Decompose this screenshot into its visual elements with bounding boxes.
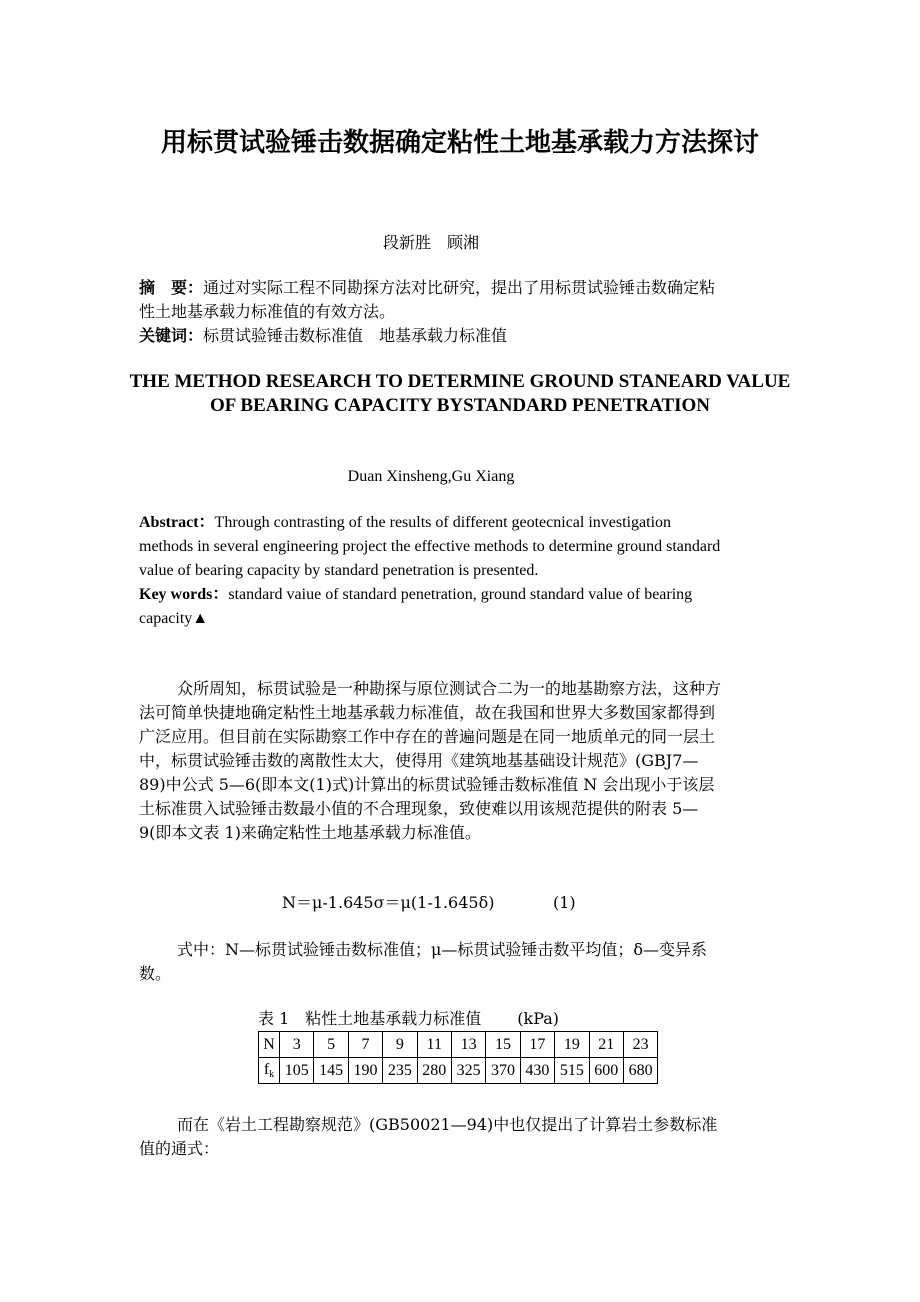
table-cell-fk: 280 — [417, 1058, 451, 1084]
abstract-chinese-label: 摘 要： — [139, 278, 204, 297]
table-cell-n: 3 — [280, 1032, 314, 1058]
fk-main: f — [263, 1061, 270, 1078]
table-cell-n: 13 — [451, 1032, 485, 1058]
table-cell-n: 17 — [520, 1032, 554, 1058]
abstract-english-text: Through contrasting of the results of different geotecnical investigation methods in several engineering project the effective methods to determine ground standard value of bearing capacity by standard penetration is presented. — [139, 514, 721, 579]
table-cell-fk: 105 — [280, 1058, 314, 1084]
body-paragraph-1: 众所周知，标贯试验是一种勘探与原位测试合二为一的地基勘察方法，这种方法可简单快捷地确定粘性土地基承载力标准值，故在我国和世界大多数国家都得到广泛应用。但目前在实际勘察工作中存在的普遍问题是在同一地质单元的同一层土中，标贯试验锤击数的离散性太大，使得用《建筑地基基础设计规范》(GBJ7—89)中公式 5—6(即本文(1)式)计算出的标贯试验锤击数标准值 N 会出现小于该层土标准贯入试验锤击数最小值的不合理现象，致使难以用该规范提供的附表 5—9(即本文表 1)来确定粘性土地基承载力标准值。 — [139, 679, 722, 842]
paper-title-english-line-1: THE METHOD RESEARCH TO DETERMINE GROUND STANEARD VALUE — [129, 371, 791, 392]
formula-number: (1) — [553, 893, 576, 912]
table-row-label-n: N — [259, 1032, 280, 1058]
table-cell-fk: 145 — [314, 1058, 348, 1084]
keywords-chinese-label: 关键词： — [139, 326, 204, 345]
abstract-english-label: Abstract： — [139, 514, 215, 531]
table-row-fk — [259, 1058, 658, 1084]
table-cell-fk: 515 — [555, 1058, 589, 1084]
table-cell-n: 11 — [417, 1032, 451, 1058]
abstract-english-section — [139, 511, 723, 631]
paper-title-english-line-2: OF BEARING CAPACITY BYSTANDARD PENETRATION — [209, 395, 711, 416]
table-cell-n: 15 — [486, 1032, 520, 1058]
body-paragraph-2: 式中：N—标贯试验锤击数标准值；μ—标贯试验锤击数平均值；δ—变异系数。 — [139, 940, 708, 983]
keywords-english — [139, 583, 723, 631]
keywords-english-label: Key words： — [139, 586, 229, 603]
table-cell-n: 5 — [314, 1032, 348, 1058]
fk-subscript: k — [269, 1069, 275, 1080]
paper-title-english — [120, 370, 800, 418]
table-cell-fk: 235 — [383, 1058, 417, 1084]
table-1-caption-text: 表 1 粘性土地基承载力标准值 — [258, 1009, 482, 1028]
keywords-chinese — [139, 324, 723, 348]
authors-english: Duan Xinsheng,Gu Xiang — [347, 468, 515, 485]
table-cell-fk: 680 — [623, 1058, 657, 1084]
keywords-english-text: standard vaiue of standard penetration, ground standard value of bearing capacity▲ — [139, 586, 693, 627]
abstract-english — [139, 511, 723, 583]
table-cell-fk: 430 — [520, 1058, 554, 1084]
table-row-label-fk — [259, 1058, 280, 1084]
table-cell-fk: 370 — [486, 1058, 520, 1084]
abstract-chinese-section — [139, 276, 723, 348]
table-cell-n: 23 — [623, 1032, 657, 1058]
table-cell-n: 9 — [383, 1032, 417, 1058]
table-1-caption — [258, 1007, 678, 1031]
paper-title-chinese: 用标贯试验锤击数据确定粘性土地基承载力方法探讨 — [160, 128, 759, 158]
table-cell-fk: 600 — [589, 1058, 623, 1084]
table-1-unit: (kPa) — [517, 1009, 560, 1028]
table-row-n — [259, 1032, 658, 1058]
table-cell-fk: 190 — [348, 1058, 382, 1084]
table-cell-n: 7 — [348, 1032, 382, 1058]
abstract-chinese-text: 通过对实际工程不同勘探方法对比研究，提出了用标贯试验锤击数确定粘性土地基承载力标准值的有效方法。 — [139, 278, 716, 321]
abstract-chinese — [139, 276, 723, 324]
table-1 — [258, 1031, 658, 1084]
authors-chinese: 段新胜 顾湘 — [382, 233, 479, 252]
keywords-chinese-text: 标贯试验锤击数标准值 地基承载力标准值 — [203, 326, 508, 345]
formula-expression: N＝μ-1.645σ＝μ(1-1.645δ) — [282, 893, 495, 912]
body-paragraph-3: 而在《岩土工程勘察规范》(GB50021—94)中也仅提出了计算岩土参数标准值的通式： — [139, 1115, 718, 1158]
table-cell-fk: 325 — [451, 1058, 485, 1084]
table-cell-n: 19 — [555, 1032, 589, 1058]
table-cell-n: 21 — [589, 1032, 623, 1058]
